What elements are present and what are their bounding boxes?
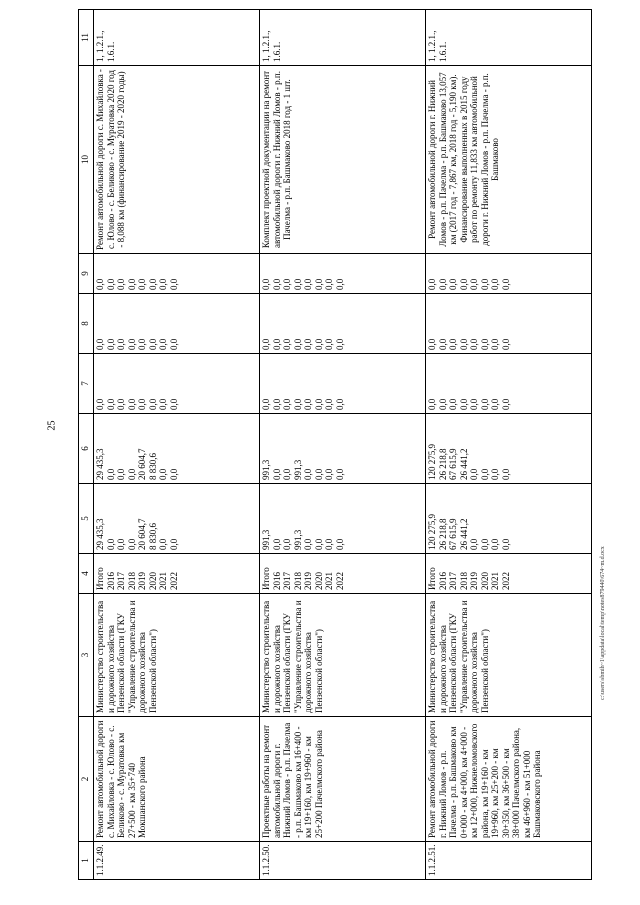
year-label: 2020 [479, 572, 490, 590]
amount-value: 0,0 [427, 278, 437, 290]
amount-value: 0,0 [105, 278, 116, 290]
year-label: 2020 [147, 572, 158, 590]
amount-value: 0,0 [458, 278, 469, 290]
amount-value: 0,0 [490, 278, 500, 290]
amount-column-6 [260, 414, 426, 484]
amount-value: 0,0 [105, 468, 116, 480]
amount-value: 0,0 [158, 538, 168, 550]
year-label: 2019 [303, 572, 313, 590]
amount-value: 0,0 [126, 538, 137, 550]
amount-value: 0,0 [500, 278, 511, 290]
years-list [426, 554, 592, 594]
footer-file-path: c:\users\sbmih~1\appdata\local\temp\notes879440\674~m.d.ocx [600, 546, 606, 700]
amount-value: 0,0 [490, 538, 500, 550]
column-header-3: 3 [79, 594, 94, 717]
amount-value: 0,0 [116, 538, 126, 550]
amount-value: 0,0 [158, 398, 168, 410]
amount-value: 0,0 [282, 398, 292, 410]
page-number: 25 [46, 420, 58, 431]
year-label: 2016 [105, 572, 116, 590]
amount-value: 0,0 [168, 468, 179, 480]
amount-column-6 [426, 414, 592, 484]
indicator-reference: 1, 1.2.1., 1.6.1. [94, 10, 260, 66]
table-body [94, 10, 592, 880]
year-label: 2021 [158, 572, 168, 590]
amount-value: 0,0 [116, 338, 126, 350]
table-row [94, 10, 260, 880]
column-header-11: 11 [79, 10, 94, 66]
amount-value: 0,0 [313, 468, 324, 480]
amount-value: 0,0 [303, 338, 313, 350]
amount-value: 0,0 [313, 338, 324, 350]
amount-value: 0,0 [490, 338, 500, 350]
amount-value: 67 615,9 [448, 518, 458, 550]
amount-value: 0,0 [126, 278, 137, 290]
amount-value: 0,0 [105, 538, 116, 550]
responsible-executor: Министерство строительства и дорожного хозяйства Пензенской области (ГКУ "Управление строительства и дорожного хозяйства Пензенской области") [426, 594, 592, 717]
amount-value: 0,0 [437, 278, 448, 290]
table-row [426, 10, 592, 880]
table-row [260, 10, 426, 880]
amount-value: 0,0 [116, 468, 126, 480]
amount-column-5 [94, 484, 260, 554]
amount-value: 0,0 [334, 278, 345, 290]
amount-value: 0,0 [137, 398, 147, 410]
amount-value: 0,0 [313, 398, 324, 410]
program-table [78, 9, 592, 880]
amount-value: 0,0 [282, 468, 292, 480]
amount-value: 0,0 [105, 398, 116, 410]
year-label: Итого [427, 567, 437, 590]
amount-value: 0,0 [324, 538, 334, 550]
amount-value: 0,0 [313, 278, 324, 290]
amount-value: 0,0 [427, 338, 437, 350]
column-header-8: 8 [79, 294, 94, 354]
amount-value: 29 435,3 [95, 518, 105, 550]
amount-value: 0,0 [261, 398, 271, 410]
amount-value: 0,0 [313, 538, 324, 550]
amount-value: 26 218,8 [437, 448, 448, 480]
year-label: 2018 [126, 572, 137, 590]
amount-value: 0,0 [105, 338, 116, 350]
amount-value: 0,0 [126, 468, 137, 480]
year-label: 2021 [324, 572, 334, 590]
amount-value: 0,0 [303, 278, 313, 290]
amount-value: 0,0 [500, 398, 511, 410]
row-number: 1.1.2.49. [94, 842, 260, 880]
year-label: 2022 [334, 572, 345, 590]
amount-value: 0,0 [147, 398, 158, 410]
amount-value: 20 604,7 [137, 518, 147, 550]
header-row [79, 10, 94, 880]
amount-value: 29 435,3 [95, 448, 105, 480]
amount-value: 0,0 [271, 398, 282, 410]
amount-value: 0,0 [469, 278, 479, 290]
year-label: 2017 [448, 572, 458, 590]
indicator-reference: 1, 1.2.1., 1.6.1. [426, 10, 592, 66]
amount-value: 120 275,9 [427, 514, 437, 550]
year-label: 2019 [137, 572, 147, 590]
amount-value: 0,0 [500, 538, 511, 550]
responsible-executor: Министерство строительства и дорожного хозяйства Пензенской области (ГКУ "Управление строительства и дорожного хозяйства Пензенской области") [94, 594, 260, 717]
amount-value: 0,0 [95, 338, 105, 350]
amount-value: 0,0 [500, 468, 511, 480]
amount-value: 0,0 [490, 468, 500, 480]
amount-value: 0,0 [168, 338, 179, 350]
amount-value: 0,0 [292, 278, 303, 290]
amount-column-5 [426, 484, 592, 554]
amount-value: 0,0 [479, 468, 490, 480]
amount-value: 0,0 [158, 468, 168, 480]
expected-result: Комплект проектной документации на ремонт автомобильной дороги г. Нижний Ломов - р.п. Пачелма - р.п. Башмаково 2018 год - 1 шт. [260, 66, 426, 254]
amount-value: 0,0 [126, 398, 137, 410]
amount-value: 0,0 [261, 278, 271, 290]
amount-value: 26 441,2 [458, 518, 469, 550]
column-header-7: 7 [79, 354, 94, 414]
amount-value: 0,0 [271, 468, 282, 480]
row-number: 1.1.2.50. [260, 842, 426, 880]
column-header-5: 5 [79, 484, 94, 554]
rotated-table-container [78, 10, 618, 880]
amount-value: 120 275,9 [427, 444, 437, 480]
amount-value: 0,0 [137, 338, 147, 350]
row-number: 1.1.2.51. [426, 842, 592, 880]
amount-value: 0,0 [500, 338, 511, 350]
amount-value: 8 830,6 [147, 523, 158, 550]
amount-value: 0,0 [334, 338, 345, 350]
amount-value: 0,0 [261, 338, 271, 350]
amount-value: 0,0 [437, 398, 448, 410]
amount-value: 0,0 [479, 398, 490, 410]
year-label: 2016 [271, 572, 282, 590]
amount-value: 991,3 [261, 459, 271, 480]
amount-value: 0,0 [95, 278, 105, 290]
amount-value: 991,3 [261, 529, 271, 550]
amount-value: 0,0 [437, 338, 448, 350]
amount-column-7 [260, 354, 426, 414]
years-list [260, 554, 426, 594]
year-label: 2018 [292, 572, 303, 590]
year-label: 2020 [313, 572, 324, 590]
amount-value: 0,0 [448, 338, 458, 350]
column-header-10: 10 [79, 66, 94, 254]
amount-value: 0,0 [324, 468, 334, 480]
amount-value: 0,0 [324, 398, 334, 410]
amount-value: 0,0 [479, 538, 490, 550]
amount-column-9 [260, 254, 426, 294]
column-header-1: 1 [79, 842, 94, 880]
amount-value: 20 604,7 [137, 448, 147, 480]
amount-value: 0,0 [282, 278, 292, 290]
column-header-2: 2 [79, 717, 94, 842]
year-label: 2016 [437, 572, 448, 590]
amount-value: 8 830,6 [147, 453, 158, 480]
expected-result: Ремонт автомобильной дороги г. Нижний Ломов - р.п. Пачелма - р.п. Башмаково 13,057 км (2017 год - 7,867 км, 2018 год - 5,190 км). Финансирование выполненных в 2015 году работ по ремонту 11,833 км автомобильной дороги г. Нижний Ломов - р.п. Пачелма - р.п. Башмаково [426, 66, 592, 254]
column-header-6: 6 [79, 414, 94, 484]
amount-value: 0,0 [479, 278, 490, 290]
amount-column-6 [94, 414, 260, 484]
amount-value: 0,0 [334, 468, 345, 480]
amount-value: 0,0 [458, 398, 469, 410]
measure-name: Ремонт автомобильной дороги г. Нижний Ломов - р.п. Пачелма - р.п. Башмаково км 0+000 - км 4+000, км 4+000 - км 12+000, Нижнеломовского района, км 19+160 - км 19+960, км 25+200 - км 30+350, км 36+500 - км 38+000 Пачелмского района, км 46+960 - км 51+000 Башмаковского района [426, 717, 592, 842]
amount-value: 0,0 [469, 538, 479, 550]
amount-value: 0,0 [303, 398, 313, 410]
column-header-9: 9 [79, 254, 94, 294]
amount-value: 0,0 [158, 338, 168, 350]
amount-column-8 [260, 294, 426, 354]
amount-value: 0,0 [490, 398, 500, 410]
amount-column-7 [426, 354, 592, 414]
amount-value: 26 218,8 [437, 518, 448, 550]
amount-value: 0,0 [137, 278, 147, 290]
year-label: Итого [261, 567, 271, 590]
amount-value: 0,0 [271, 338, 282, 350]
amount-value: 991,3 [292, 459, 303, 480]
responsible-executor: Министерство строительства и дорожного хозяйства Пензенской области (ГКУ "Управление строительства и дорожного хозяйства Пензенской области") [260, 594, 426, 717]
year-label: 2021 [490, 572, 500, 590]
indicator-reference: 1, 1.2.1., 1.6.1. [260, 10, 426, 66]
column-header-4: 4 [79, 554, 94, 594]
amount-value: 0,0 [334, 398, 345, 410]
amount-column-8 [94, 294, 260, 354]
year-label: 2022 [500, 572, 511, 590]
amount-value: 0,0 [292, 398, 303, 410]
amount-value: 0,0 [324, 338, 334, 350]
years-list [94, 554, 260, 594]
amount-value: 0,0 [458, 338, 469, 350]
year-label: 2019 [469, 572, 479, 590]
year-label: 2022 [168, 572, 179, 590]
amount-value: 0,0 [427, 398, 437, 410]
amount-value: 0,0 [324, 278, 334, 290]
amount-value: 0,0 [282, 338, 292, 350]
amount-column-8 [426, 294, 592, 354]
amount-value: 0,0 [469, 468, 479, 480]
amount-value: 0,0 [334, 538, 345, 550]
year-label: 2017 [116, 572, 126, 590]
amount-value: 0,0 [147, 338, 158, 350]
amount-value: 0,0 [168, 278, 179, 290]
amount-value: 0,0 [271, 538, 282, 550]
expected-result: Ремонт автомобильной дороги с. Михайловка - с. Юлово - с. Беликово - с. Муратовка 2020 год - 8,088 км (финансирование 2019 - 2020 годы) [94, 66, 260, 254]
amount-value: 0,0 [469, 338, 479, 350]
measure-name: Проектные работы на ремонт автомобильной дороги г. Нижний Ломов - р.п. Пачелма - р.п. Башмаково км 16+400 - км 19+160, км 19+960 - км 25+200 Пачелмского района [260, 717, 426, 842]
amount-value: 0,0 [271, 278, 282, 290]
amount-value: 67 615,9 [448, 448, 458, 480]
amount-value: 991,3 [292, 529, 303, 550]
amount-value: 0,0 [126, 338, 137, 350]
amount-value: 0,0 [282, 538, 292, 550]
amount-value: 0,0 [303, 538, 313, 550]
amount-value: 0,0 [116, 398, 126, 410]
amount-value: 0,0 [95, 398, 105, 410]
amount-value: 0,0 [168, 398, 179, 410]
amount-value: 0,0 [147, 278, 158, 290]
measure-name: Ремонт автомобильной дороги с. Михайловка - с. Юлово - с. Беликово - с. Муратовка км 27+500 - км 35+740 Мокшанского района [94, 717, 260, 842]
year-label: 2017 [282, 572, 292, 590]
amount-column-7 [94, 354, 260, 414]
amount-value: 0,0 [158, 278, 168, 290]
amount-value: 0,0 [479, 338, 490, 350]
amount-column-9 [94, 254, 260, 294]
amount-value: 0,0 [168, 538, 179, 550]
amount-value: 0,0 [292, 338, 303, 350]
amount-value: 0,0 [448, 398, 458, 410]
amount-value: 0,0 [448, 278, 458, 290]
year-label: 2018 [458, 572, 469, 590]
amount-column-5 [260, 484, 426, 554]
year-label: Итого [95, 567, 105, 590]
amount-value: 0,0 [303, 468, 313, 480]
amount-value: 0,0 [116, 278, 126, 290]
amount-value: 26 441,2 [458, 448, 469, 480]
amount-column-9 [426, 254, 592, 294]
amount-value: 0,0 [469, 398, 479, 410]
